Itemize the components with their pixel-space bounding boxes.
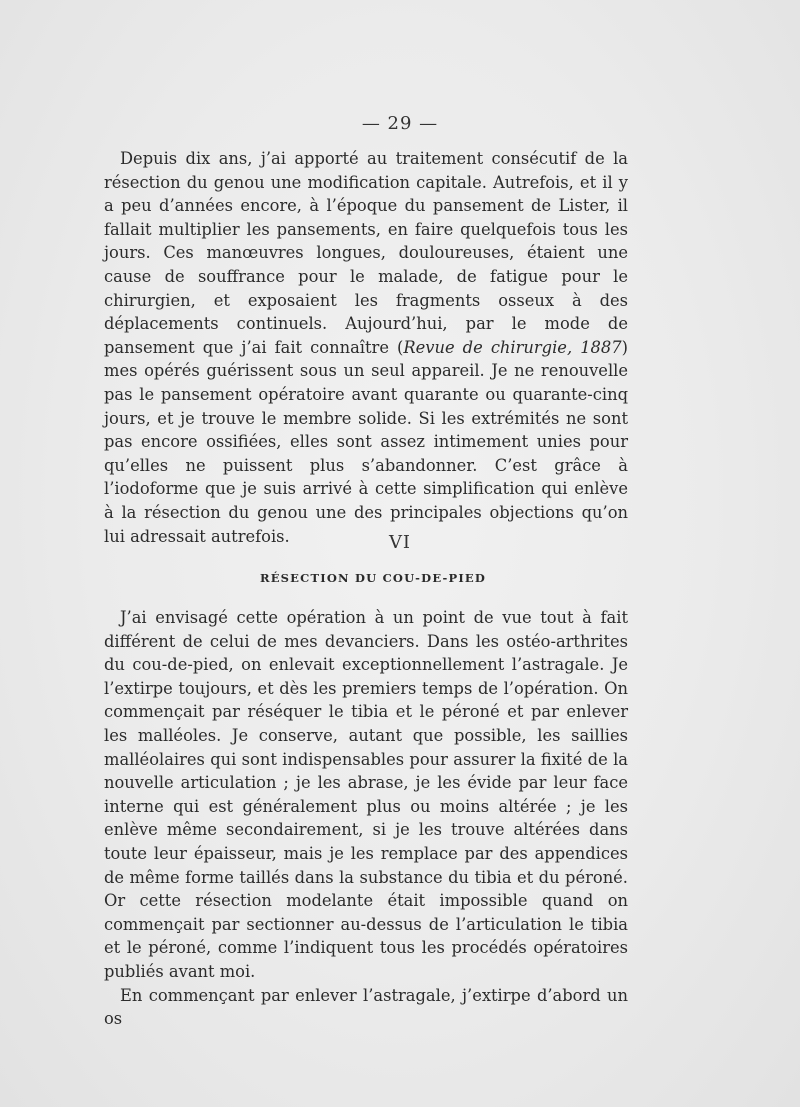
body-text-bottom — [104, 606, 628, 1031]
section-number: VI — [388, 532, 412, 553]
paragraph-1-text-a: Depuis dix ans, j’ai apporté au traitement consécutif de la résection du genou une modification capitale. Autrefois, et il y a peu d’années encore, à l’époque du pansement de Lister, il fallait multiplier les pansements, en faire quelquefois tous les jours. Ces manœuvres longues, douloureuses, étaient une cause de souffrance pour le malade, de fatigue pour le chirurgien, et exposaient les fragments osseux à des déplacements continuels. Aujourd’hui, par le mode de pansement que j’ai fait connaître ( — [104, 149, 628, 357]
paragraph-1-text-b: ) mes opérés guérissent sous un seul appareil. Je ne renouvelle pas le pansement opératoire avant quarante ou quarante-cinq jours, et je trouve le membre solide. Si les extrémités ne sont pas encore ossifiées, elles sont assez intimement unies pour qu’elles ne puissent plus s’abandonner. C’est grâce à l’iodoforme que je suis arrivé à cette simplification qui enlève à la résection du genou une des principales objections qu’on lui adressait autrefois. — [104, 337, 628, 546]
journal-reference: Revue de chirurgie, 1887 — [403, 337, 622, 357]
paragraph-astragalus: En commençant par enlever l’astragale, j’extirpe d’abord un os — [104, 985, 628, 1029]
page-number: — 29 — — [361, 113, 439, 134]
paragraph-ankle-resection: J’ai envisagé cette opération à un point de vue tout à fait différent de celui de mes devanciers. Dans les ostéo-arthrites du cou-de-pied, on enlevait exceptionnellement l’astragale. Je l’extirpe toujours, et dès les premiers temps de l’opération. On commençait par réséquer le tibia et le péroné et par enlever les malléoles. Je conserve, autant que possible, les saillies malléolaires qui sont indispensables pour assurer la fixité de la nouvelle articulation ; je les abrase, je les évide par leur face interne qui est généralement plus ou moins altérée ; je les enlève même secondairement, si je les trouve altérées dans toute leur épaisseur, mais je les remplace par des appendices de même forme taillés dans la substance du tibia et du péroné. Or cette résection modelante était impossible quand on commençait par sectionner au-dessus de l’articulation le tibia et le péroné, comme l’indiquent tous les procédés opératoires publiés avant moi. — [104, 608, 628, 981]
paragraph-knee-resection — [104, 147, 628, 548]
section-title: RÉSECTION DU COU-DE-PIED — [259, 571, 487, 585]
body-text-top — [104, 147, 628, 548]
